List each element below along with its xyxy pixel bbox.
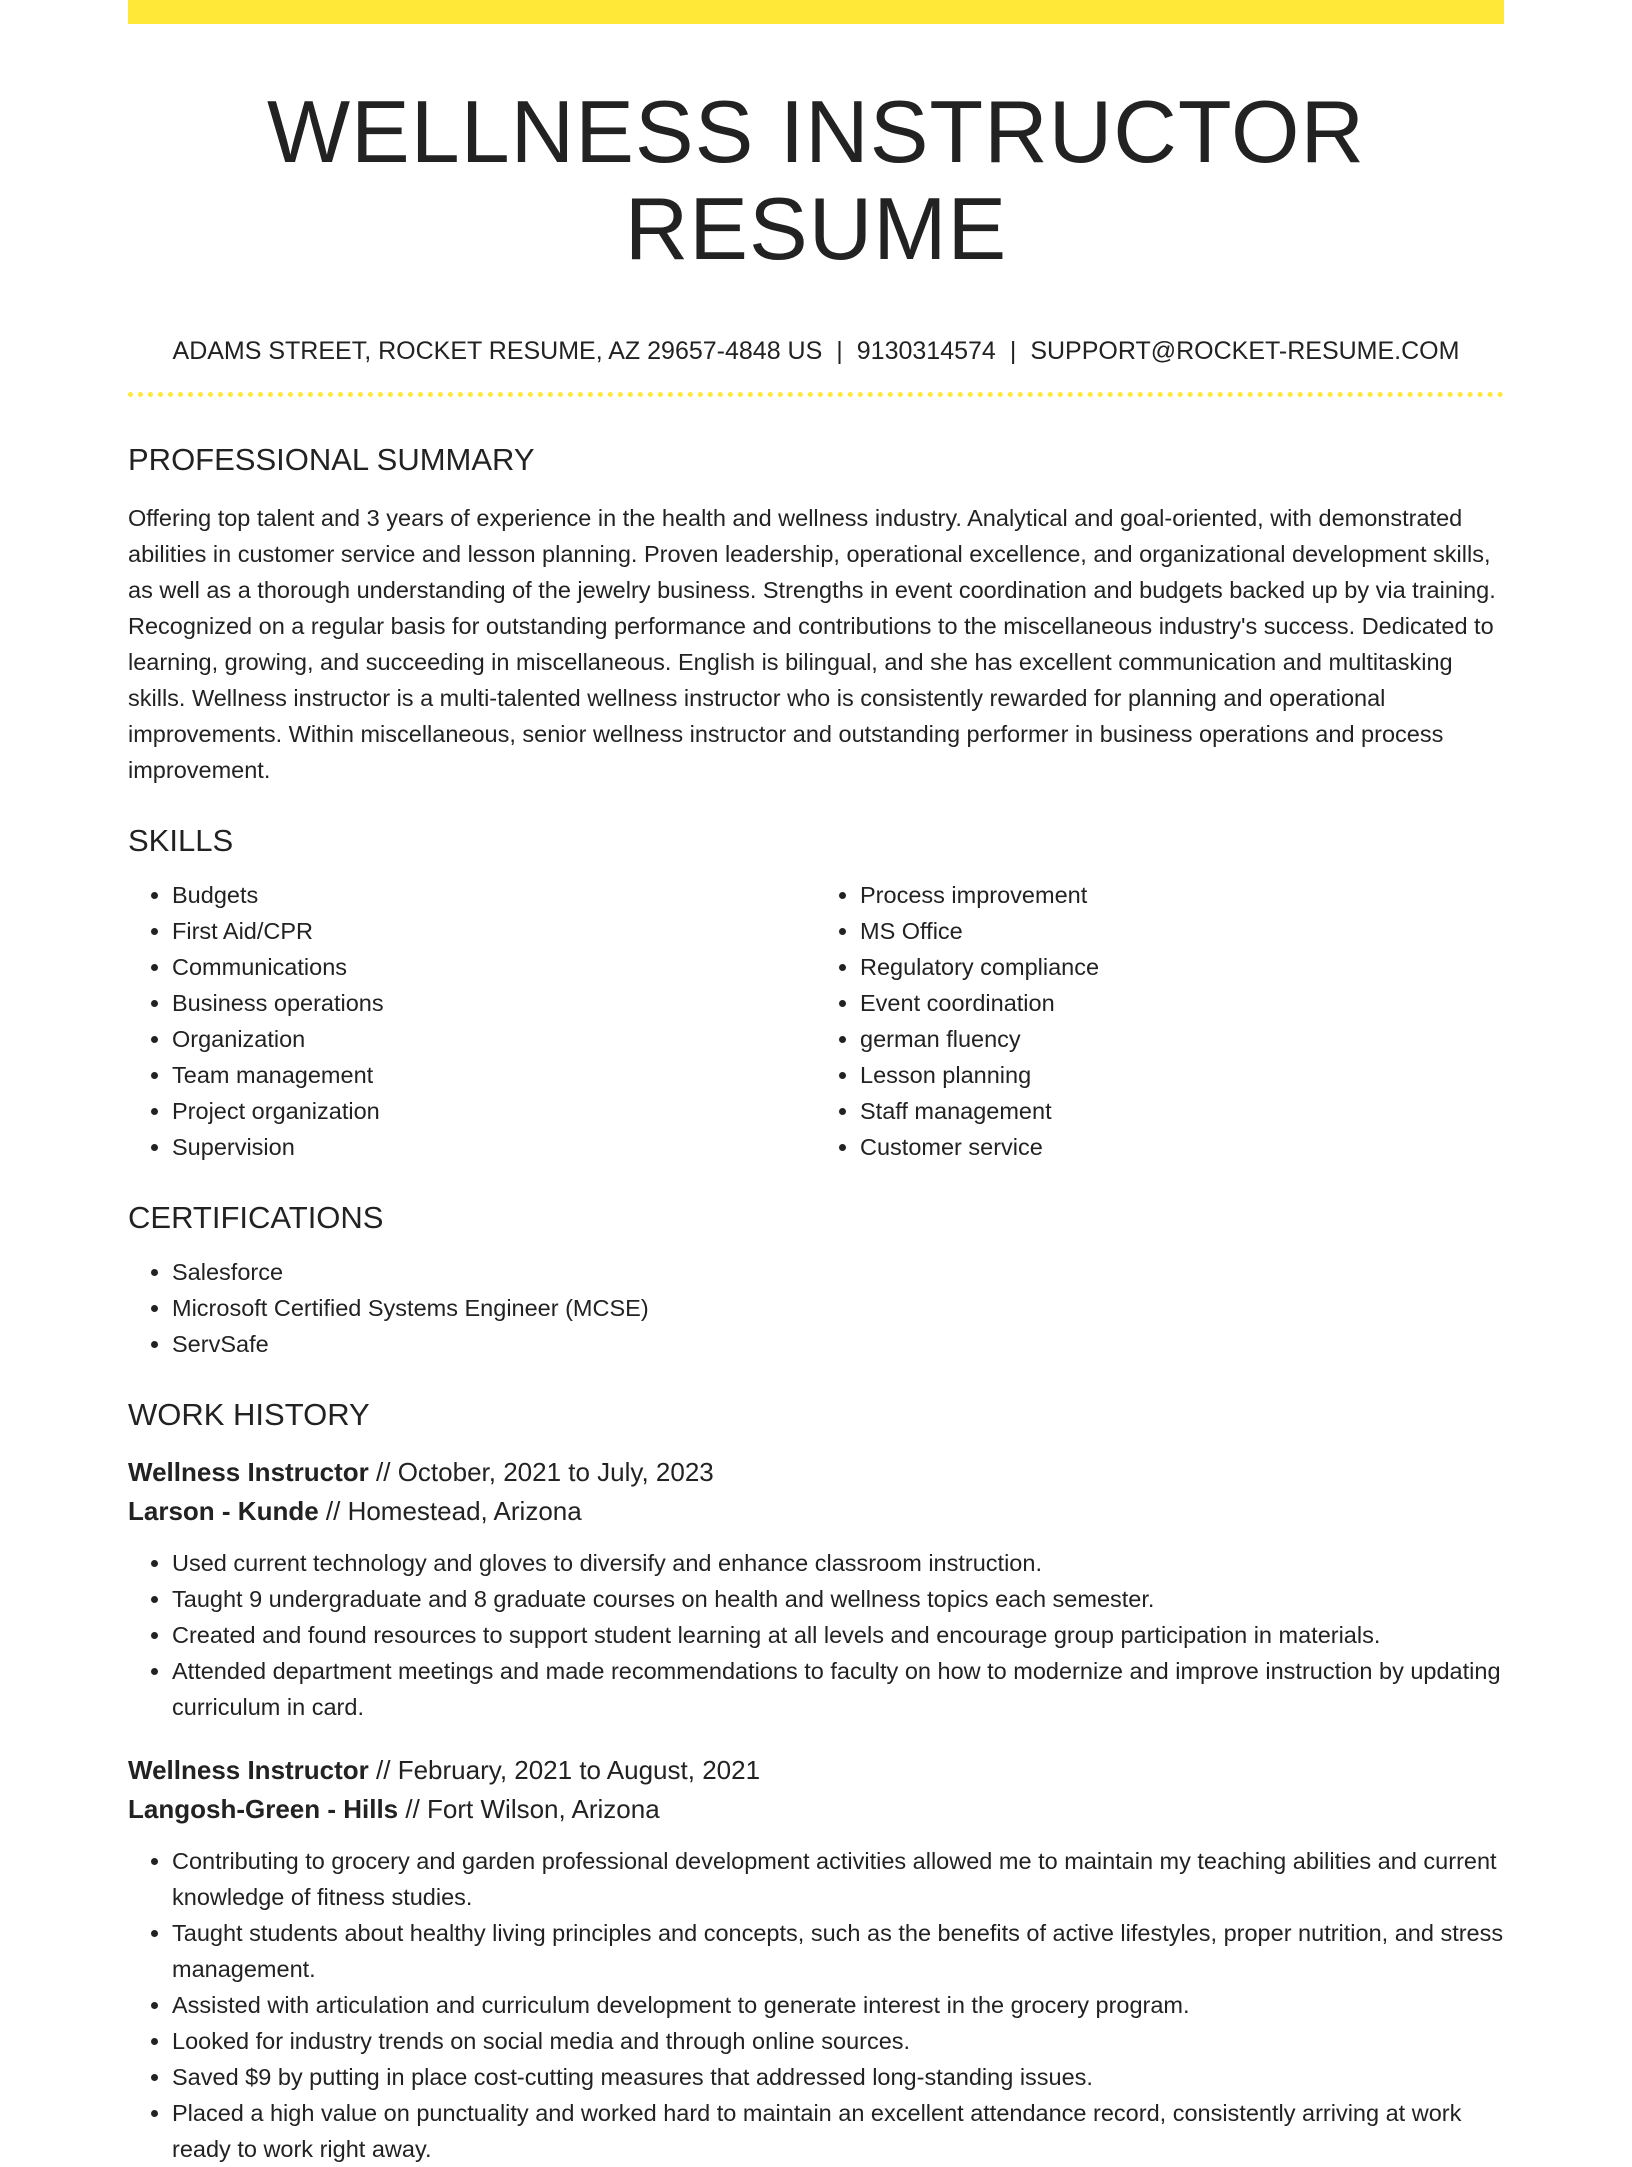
section-heading: PROFESSIONAL SUMMARY bbox=[128, 441, 535, 477]
job-location: // Homestead, Arizona bbox=[318, 1496, 582, 1527]
skill-item: • Staff management bbox=[860, 1093, 1504, 1129]
contact-separator: | bbox=[836, 336, 843, 365]
job-company-line bbox=[128, 1790, 1504, 1829]
job-title-line bbox=[128, 1453, 1504, 1492]
job-bullet: • Taught students about healthy living principles and concepts, such as the benefits of active lifestyles, proper nutrition, and stress management. bbox=[172, 1915, 1504, 1987]
job-bullet: • Taught 9 undergraduate and 8 graduate courses on health and wellness topics each semester. bbox=[172, 1581, 1504, 1617]
certification-item: • ServSafe bbox=[172, 1326, 1504, 1362]
job-bullet: • Placed a high value on punctuality and worked hard to maintain an excellent attendance record, consistently arriving at work ready to work right away. bbox=[172, 2095, 1504, 2167]
job-dates: // October, 2021 to July, 2023 bbox=[368, 1457, 714, 1488]
section-heading: WORK HISTORY bbox=[128, 1397, 370, 1433]
job-dates: // February, 2021 to August, 2021 bbox=[368, 1755, 761, 1786]
accent-top-bar bbox=[128, 0, 1504, 24]
job-bullet: • Used current technology and gloves to diversify and enhance classroom instruction. bbox=[172, 1545, 1504, 1581]
skill-item: • Event coordination bbox=[860, 985, 1504, 1021]
job-bullet: • Contributing to grocery and garden professional development activities allowed me to maintain my teaching abilities and current knowledge of fitness studies. bbox=[172, 1843, 1504, 1915]
job-company: Larson - Kunde bbox=[128, 1496, 319, 1527]
skills-section bbox=[128, 822, 1504, 1165]
contact-line bbox=[128, 336, 1504, 366]
professional-summary-section bbox=[128, 441, 1504, 788]
job-location: // Fort Wilson, Arizona bbox=[398, 1794, 660, 1825]
skill-item: • Supervision bbox=[172, 1129, 816, 1165]
skill-item: • Project organization bbox=[172, 1093, 816, 1129]
job-entry bbox=[128, 1751, 1504, 2167]
jobs-container bbox=[128, 1453, 1504, 2167]
certifications-list bbox=[128, 1254, 1504, 1362]
skill-item: • Regulatory compliance bbox=[860, 949, 1504, 985]
certification-item: • Microsoft Certified Systems Engineer (MCSE) bbox=[172, 1290, 1504, 1326]
section-heading: SKILLS bbox=[128, 822, 234, 858]
job-bullet: • Saved $9 by putting in place cost-cutting measures that addressed long-standing issues. bbox=[172, 2059, 1504, 2095]
contact-phone: 9130314574 bbox=[856, 336, 996, 365]
skills-columns bbox=[128, 877, 1504, 1165]
certification-item: • Salesforce bbox=[172, 1254, 1504, 1290]
job-company: Langosh-Green - Hills bbox=[128, 1794, 399, 1825]
skill-item: • Team management bbox=[172, 1057, 816, 1093]
certifications-section bbox=[128, 1199, 1504, 1362]
section-heading: CERTIFICATIONS bbox=[128, 1199, 384, 1235]
job-bullet: • Assisted with articulation and curriculum development to generate interest in the grocery program. bbox=[172, 1987, 1504, 2023]
skills-list-left bbox=[128, 877, 816, 1165]
resume-page bbox=[128, 0, 1504, 2167]
job-bullet: • Attended department meetings and made recommendations to faculty on how to modernize and improve instruction by updating curriculum in card. bbox=[172, 1653, 1504, 1725]
work-history-section bbox=[128, 1396, 1504, 2167]
job-title: Wellness Instructor bbox=[128, 1755, 369, 1786]
job-bullets bbox=[128, 1843, 1504, 2167]
skill-item: • Budgets bbox=[172, 877, 816, 913]
contact-address: ADAMS STREET, ROCKET RESUME, AZ 29657-4848 US bbox=[172, 336, 823, 365]
contact-email: SUPPORT@ROCKET-RESUME.COM bbox=[1030, 336, 1460, 365]
skill-item: • Process improvement bbox=[860, 877, 1504, 913]
job-bullets bbox=[128, 1545, 1504, 1725]
skill-item: • MS Office bbox=[860, 913, 1504, 949]
skill-item: • Lesson planning bbox=[860, 1057, 1504, 1093]
job-title: Wellness Instructor bbox=[128, 1457, 369, 1488]
job-bullet: • Created and found resources to support student learning at all levels and encourage group participation in materials. bbox=[172, 1617, 1504, 1653]
dotted-divider bbox=[128, 392, 1504, 397]
job-bullet: • Looked for industry trends on social media and through online sources. bbox=[172, 2023, 1504, 2059]
skills-list-right bbox=[816, 877, 1504, 1165]
job-company-line bbox=[128, 1492, 1504, 1531]
summary-text: Offering top talent and 3 years of experience in the health and wellness industry. Analytical and goal-oriented, with demonstrated abilities in customer service and lesson planning. Proven leadership, operational excellence, and organizational development skills, as well as a thorough understanding of the jewelry business. Strengths in event coordination and budgets backed up by via training. Recognized on a regular basis for outstanding performance and contributions to the miscellaneous industry's success. Dedicated to learning, growing, and succeeding in miscellaneous. English is bilingual, and she has excellent communication and multitasking skills. Wellness instructor is a multi-talented wellness instructor who is consistently rewarded for planning and operational improvements. Within miscellaneous, senior wellness instructor and outstanding performer in business operations and process improvement. bbox=[128, 504, 1496, 783]
resume-title: WELLNESS INSTRUCTOR RESUME bbox=[267, 82, 1365, 278]
skill-item: • Organization bbox=[172, 1021, 816, 1057]
skill-item: • Communications bbox=[172, 949, 816, 985]
skill-item: • First Aid/CPR bbox=[172, 913, 816, 949]
skill-item: • Customer service bbox=[860, 1129, 1504, 1165]
skill-item: • german fluency bbox=[860, 1021, 1504, 1057]
job-title-line bbox=[128, 1751, 1504, 1790]
skill-item: • Business operations bbox=[172, 985, 816, 1021]
contact-separator: | bbox=[1009, 336, 1017, 365]
job-entry bbox=[128, 1453, 1504, 1725]
